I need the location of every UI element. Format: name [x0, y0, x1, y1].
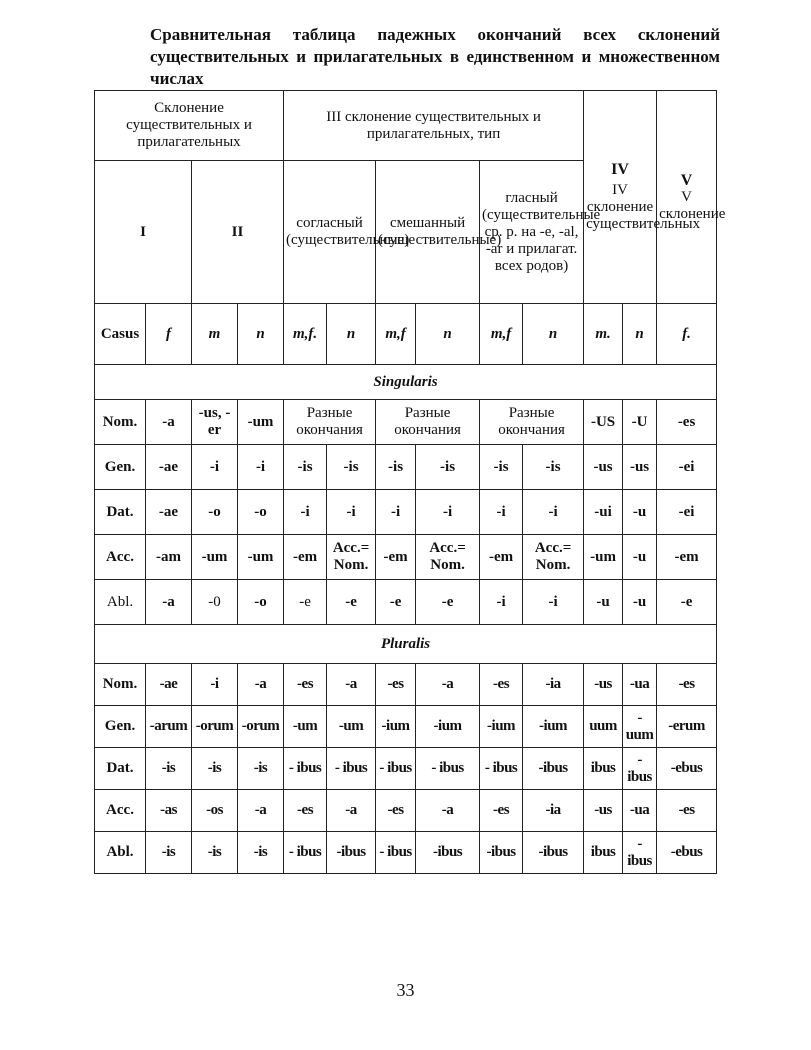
ending-cell: -us — [623, 445, 657, 490]
ending-cell: -is — [192, 832, 238, 874]
ending-cell: -ibus — [480, 832, 523, 874]
table-row — [95, 400, 717, 445]
ending-cell: -U — [623, 400, 657, 445]
ending-cell: -ibus — [523, 832, 584, 874]
ending-cell: -u — [623, 580, 657, 625]
page-title: Сравнительная таблица падежных окончаний всех склонений существительных и прилагательных в единственном и множественном числах — [150, 25, 720, 88]
ending-cell: Разные окончания — [376, 400, 480, 445]
ending-cell: -o — [238, 490, 284, 535]
ending-cell: -em — [376, 535, 416, 580]
ending-cell: -is — [238, 832, 284, 874]
ending-cell: -u — [584, 580, 623, 625]
ending-cell: -us — [584, 445, 623, 490]
ending-cell: -ei — [657, 490, 717, 535]
ending-cell: -es — [480, 664, 523, 706]
ending-cell: -o — [192, 490, 238, 535]
ending-cell: -es — [657, 400, 717, 445]
consonant-type-header: согласный (существительные) — [284, 161, 376, 304]
ending-cell: -es — [284, 664, 327, 706]
gender-cell: m,f — [480, 304, 523, 365]
ending-cell: -orum — [238, 706, 284, 748]
ending-cell: -i — [480, 580, 523, 625]
ending-cell: -i — [192, 664, 238, 706]
ending-cell: - ibus — [376, 748, 416, 790]
case-label: Dat. — [95, 490, 146, 535]
ending-cell: -ua — [623, 790, 657, 832]
ending-cell: -a — [327, 664, 376, 706]
ending-cell: -e — [327, 580, 376, 625]
gender-cell: f — [146, 304, 192, 365]
fifth-decl-label: V склонение — [659, 188, 726, 222]
ending-cell: -is — [480, 445, 523, 490]
ending-cell: Acc.= Nom. — [327, 535, 376, 580]
ending-cell: -us, -er — [192, 400, 238, 445]
ending-cell: -is — [146, 748, 192, 790]
ending-cell: -es — [657, 664, 717, 706]
third-decl-header: III склонение существительных и прилагательных, тип — [284, 91, 584, 161]
ending-cell: - ibus — [284, 748, 327, 790]
ending-cell: -ia — [523, 790, 584, 832]
page-number: 33 — [396, 980, 415, 1000]
fifth-decl-header: V V склонение — [657, 91, 717, 304]
ending-cell: -a — [238, 790, 284, 832]
ending-cell: -i — [523, 490, 584, 535]
ending-cell: -em — [284, 535, 327, 580]
ending-cell: -ibus — [327, 832, 376, 874]
ending-cell: -arum — [146, 706, 192, 748]
ending-cell: - ibus — [284, 832, 327, 874]
ending-cell: Acc.= Nom. — [523, 535, 584, 580]
ending-cell: - ibus — [623, 748, 657, 790]
ending-cell: -i — [376, 490, 416, 535]
ending-cell: -ae — [146, 664, 192, 706]
vowel-type-header: гласный (существительные ср. р. на -e, -al, -ar и прилагат. всех родов) — [480, 161, 584, 304]
gender-cell: n — [416, 304, 480, 365]
gender-cell: m,f. — [284, 304, 327, 365]
ending-cell: -is — [238, 748, 284, 790]
ending-cell: -i — [284, 490, 327, 535]
ending-cell: -es — [284, 790, 327, 832]
ending-cell: -a — [146, 400, 192, 445]
ending-cell: -is — [284, 445, 327, 490]
ending-cell: - ibus — [623, 832, 657, 874]
fourth-decl-label: IV склонение существительных — [586, 182, 701, 232]
gender-cell: n — [238, 304, 284, 365]
ending-cell: -is — [376, 445, 416, 490]
ending-cell: -a — [238, 664, 284, 706]
ending-cell: -ium — [376, 706, 416, 748]
ending-cell: -is — [146, 832, 192, 874]
ending-cell: -i — [480, 490, 523, 535]
ending-cell: -am — [146, 535, 192, 580]
table-row — [95, 706, 717, 748]
ending-cell: -ium — [480, 706, 523, 748]
ending-cell: -ibus — [416, 832, 480, 874]
ending-cell: - ibus — [416, 748, 480, 790]
decl-i-header: I — [95, 161, 192, 304]
ending-cell: -u — [623, 535, 657, 580]
ending-cell: Разные окончания — [284, 400, 376, 445]
table-row — [95, 748, 717, 790]
pluralis-section-label: Pluralis — [95, 625, 717, 664]
ending-cell: Разные окончания — [480, 400, 584, 445]
ending-cell: -a — [327, 790, 376, 832]
gender-cell: n — [523, 304, 584, 365]
ending-cell: -ebus — [657, 748, 717, 790]
ending-cell: -is — [192, 748, 238, 790]
gender-cell: n — [623, 304, 657, 365]
decl-group-header: Склонение существительных и прилагательных — [95, 91, 284, 161]
declension-table-wrap — [94, 90, 726, 874]
table-row — [95, 790, 717, 832]
ending-cell: -US — [584, 400, 623, 445]
ending-cell: -ium — [523, 706, 584, 748]
case-label: Acc. — [95, 790, 146, 832]
gender-cell: m,f — [376, 304, 416, 365]
ending-cell: -i — [523, 580, 584, 625]
ending-cell: -is — [327, 445, 376, 490]
gender-cell: n — [327, 304, 376, 365]
table-row — [95, 535, 717, 580]
ending-cell: -es — [376, 790, 416, 832]
case-label: Nom. — [95, 400, 146, 445]
ending-cell: - ibus — [376, 832, 416, 874]
singularis-section-label: Singularis — [95, 365, 717, 400]
ending-cell: -es — [480, 790, 523, 832]
ending-cell: -o — [238, 580, 284, 625]
ending-cell: -is — [416, 445, 480, 490]
case-label: Gen. — [95, 706, 146, 748]
ending-cell: -um — [584, 535, 623, 580]
ending-cell: -us — [584, 664, 623, 706]
ending-cell: ibus — [584, 748, 623, 790]
ending-cell: -erum — [657, 706, 717, 748]
ending-cell: -ia — [523, 664, 584, 706]
gender-cell: m. — [584, 304, 623, 365]
decl-ii-header: II — [192, 161, 284, 304]
ending-cell: -as — [146, 790, 192, 832]
ending-cell: -a — [416, 790, 480, 832]
ending-cell: -ebus — [657, 832, 717, 874]
table-row — [95, 832, 717, 874]
table-row — [95, 580, 717, 625]
case-label: Acc. — [95, 535, 146, 580]
ending-cell: ibus — [584, 832, 623, 874]
ending-cell: - ibus — [480, 748, 523, 790]
ending-cell: -e — [376, 580, 416, 625]
ending-cell: -ium — [416, 706, 480, 748]
ending-cell: -i — [238, 445, 284, 490]
ending-cell: -e — [284, 580, 327, 625]
table-row — [95, 664, 717, 706]
ending-cell: -es — [657, 790, 717, 832]
gender-cell: m — [192, 304, 238, 365]
ending-cell: -es — [376, 664, 416, 706]
ending-cell: -ui — [584, 490, 623, 535]
table-row — [95, 445, 717, 490]
ending-cell: -um — [238, 400, 284, 445]
ending-cell: -a — [416, 664, 480, 706]
ending-cell: -ua — [623, 664, 657, 706]
gender-cell: f. — [657, 304, 717, 365]
ending-cell: -em — [480, 535, 523, 580]
ending-cell: -u — [623, 490, 657, 535]
ending-cell: -i — [192, 445, 238, 490]
ending-cell: -uum — [623, 706, 657, 748]
case-label: Gen. — [95, 445, 146, 490]
ending-cell: -ei — [657, 445, 717, 490]
case-label: Nom. — [95, 664, 146, 706]
mixed-type-header: смешанный (существительные) — [376, 161, 480, 304]
casus-label: Casus — [95, 304, 146, 365]
ending-cell: -i — [327, 490, 376, 535]
ending-cell: -a — [146, 580, 192, 625]
case-label: Abl. — [95, 832, 146, 874]
case-label: Dat. — [95, 748, 146, 790]
ending-cell: - ibus — [327, 748, 376, 790]
fourth-decl-header: IV IV склонение существительных — [584, 91, 657, 304]
ending-cell: -um — [238, 535, 284, 580]
ending-cell: -ae — [146, 445, 192, 490]
ending-cell: -is — [523, 445, 584, 490]
ending-cell: -i — [416, 490, 480, 535]
ending-cell: uum — [584, 706, 623, 748]
ending-cell: -ae — [146, 490, 192, 535]
ending-cell: -os — [192, 790, 238, 832]
declension-table — [94, 90, 726, 874]
ending-cell: -us — [584, 790, 623, 832]
ending-cell: -um — [284, 706, 327, 748]
ending-cell: -um — [192, 535, 238, 580]
ending-cell: -orum — [192, 706, 238, 748]
ending-cell: -0 — [192, 580, 238, 625]
ending-cell: -e — [657, 580, 717, 625]
case-label: Abl. — [95, 580, 146, 625]
ending-cell: -em — [657, 535, 717, 580]
ending-cell: -ibus — [523, 748, 584, 790]
ending-cell: -um — [327, 706, 376, 748]
ending-cell: Acc.= Nom. — [416, 535, 480, 580]
gender-row — [95, 304, 717, 365]
table-row — [95, 490, 717, 535]
ending-cell: -e — [416, 580, 480, 625]
